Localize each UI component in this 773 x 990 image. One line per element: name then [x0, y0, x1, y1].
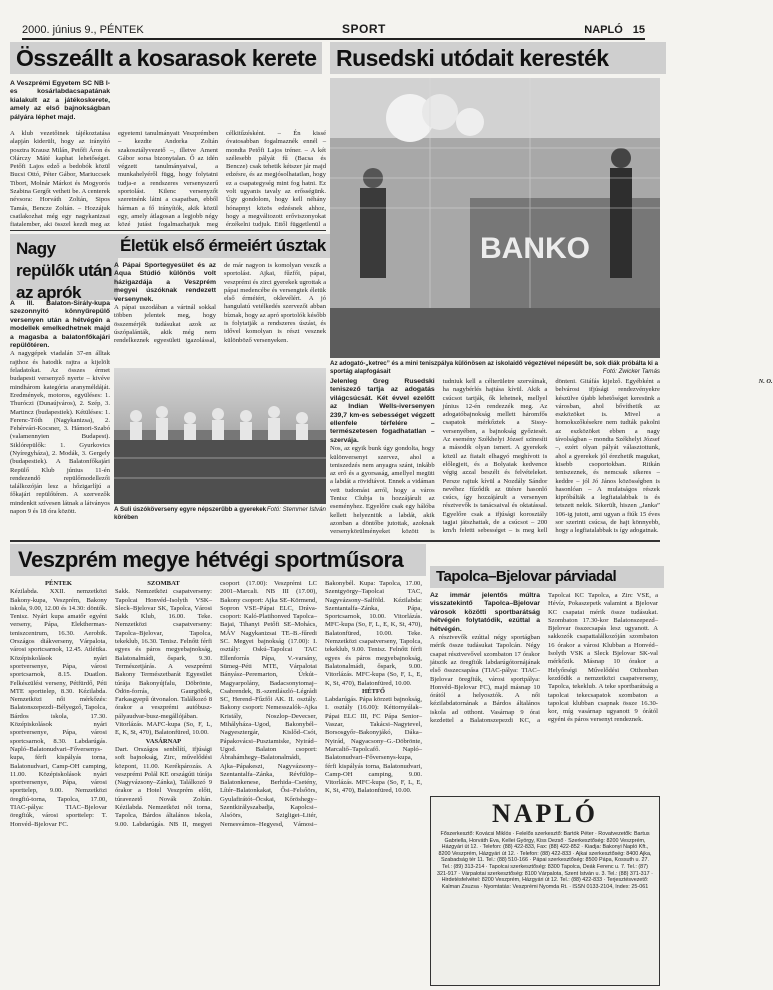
program-pentek: Kézilabda. XXII. nemzetközi Bakony-kupa, Veszprém, Bakony iskola, 9.00, 12.00 és 14.30: döntők. Tenisz. Nyári kupa amatőr egyéni verseny, Pápa, Elekthermax-teniszcentrum, 16.30. Aerobik. Országos diákverseny, Várpalota, városi sportcsarnok, 12.45. Atlétika. Középiskolások nyári sportversenye, Pápa, városi sportcsarnok, 8.15. Duatlon. Felkészülési verseny, Pétfürdő, Péti MTE sporttelep, 8.30. Kézilabda. Nemzetközi női mérkőzés: Balatonszepezdi–Bélyegző, Tapolca, Bárdos iskola, 17.30. Középiskolások nyári sportversenye, Pápa, városi sportcsarnok, 8.30. Labdarúgás. Napló–Balatonudvari–Főversenys-kupa, férfi kispályás torna, Balatonudvari, Camp-OH camping, 11.00. Középiskolások nyári sportversenye, Pápa, városi sporttelep, 9.00. Nemzetközi öregfiú-torna, Tapolca, 17.00, TIAC-pálya: TIAC–Bjelovar öregfiúk, városi sporttelep: T. Honvéd–Bjelovar FC. [10, 588, 108, 828]
photo-swimming-illustration [114, 368, 326, 504]
program-vasarnap: Dart. Országos senbílítí, ifjúsági soft bajnokság, Zirc, művelődési központ, 11.00. Kerékpározás. A veszprémi Polál KE országúti túrája (Nagyvázsony–Zánka), Találkozó 9 órakor a Hotel Veszprém előtt, túravezető Novák Zoltán. Kézilabda. Nemzetközi női torna, Tapolca, Bárdos általános iskola, 9.00. Labdarúgás. NB II, megyei csoport (17.00): Veszprémi LC 2001–Marcali. NB III (17.00), Bakony csoport: Ajka SE–Körmend, Sopron VSE–Pápai ELC, Dráva-csoport: Kaló-Platihonved Tapolca–Bajai, Tihanyi Petőfi SE–Mohács, MÁV Nagykanizsai TE–B.-fűredi SC. Megyei bajnokság (17.00): I. osztály: Oskú–Tapolcai TAC Ellenforrás Pápa, V.-varsány, Sümeg–Péti MTE, Várpalotai Bányász–Peremarton, Úrkút–Magyarpolány, Badacsonytomaj–Csabrendek, B.-szentlászló–Légrádi SC, Herend–Fűzfői AK. II. osztály. Bakony csoport: Nemesszalók–Ajka Kristály, Noszlop–Devecser, Mihályháza–Ugod, Bakonybél–Nagyesztergár, Kislőd–Csót, Pápakovácsi–Pusztamiske, Nyirád–Ugod. Balaton csoport: Ábrahámhegy–Balatonalmádi, Ajka–Pápakeszi, Nagyvázsony–Szentantalfa–Zánka, Révfülöp–Balatonkenese, Berhida–Csetény, Lítér–Balatonkakat, Ősi–Felsőörs, Gyulafirátót–Öcskai, Kőröshegy–Szentkirályszabadja, Kapolcsi–Alsóörs, Szigliget–Litér, Nemesvámos–Hegyesd, Vámosi–Bakonybél. [115, 580, 356, 828]
caption-swimming-text: A Suli úszóköverseny egyre népszerűbb a gyerekek körében [114, 506, 267, 521]
body-eletuk: A pápai uszodában a vártnál sokkal többen jelentek meg, hogy összemérjék tudásukat azok az úszópalánták, akik még nem rendelkeznek egyesületi igazolással, de már nagyon is komolyan veszik a sportolást. Ajkai, fűzfői, pápai, veszprémi és zirci gyerekek ugrottak a pápai medencébe és versengtek életük első érméiért, oklevélért. A jó hangulatú vetélkedés szervezői abban bíznak, hogy az apró sportolók később is folytatják a rendszeres úszást, és idővel komolyan is részt vesznek különböző versenyeken. [114, 262, 326, 345]
credit-tennis: Fotó: Zwicker Tamás [602, 367, 660, 375]
headline-nagy-repulok: Nagy repülők után az aprók [10, 234, 118, 300]
article-kosarasok-body [10, 130, 326, 230]
section-divider [10, 540, 660, 542]
issue-date: 2000. június 9., PÉNTEK [22, 24, 144, 36]
naplo-logo: NAPLÓ [492, 799, 598, 828]
body-rusedski: Nos, az egyik bunk úgy gondolta, hogy különversenyt szervez, ahol a teniszedzés nem anyagra szánt, inkább az erő és a gyorsaság, amellyel megüti a labdát a rövidtávot. Ennek a vidáman vett tudomást arról, hogy a város Tenisz Clubja is hozzájárult az eseményhez. Egyelőre csak egy hálóba kellett helyezniük a labdát, akik azonban a döntőbe jutottak, azoknak versenykörülményeket között is tudniuk kell a célterületre szerváinak, ha nagybérlés hajtása kívül. Akik a csúcsot tartják, ők lehetnek, mellyel június 12-én rendezzék meg. Az adogatóbajnokság mellett háromfős csapatok mérkőztek a Sissy-versenyében, a bajnokság győztesét. Az esemény Székhelyi József szinesíti a második olyan ismert. A gyerekek közül az fiatalt elhagyó meghívott is előlegjeit, és a Bolyaiak kedvence végig azzal beszélt és felvételeket. Persze rajtuk kívül a Nozdály Sándor nevéhez fűződik az ütésre hasonló csúcs, így hozzájárult a versenyen résztvevők is tanácsaival és oktatással. Egyelőre csak a ifjúsági korosztály tagjai játszhattak, de a csúcsot – 200 km/h feletti sebességet – is meg kell dönteni. Gitáfás kijelző. Egyébként a belvárosi ifjúsági rendezvényekre készülve újabb lehetőséget keresünk a városban, ahol bővíthetik az eszközöket is. Mivel a homokszőkésekre nem tudták pakolni az eszközöket ebben a nagy távolságban – mondta Székhelyi József –, ezért olyan pályát választottunk, ahol a gyerekek jól érezhetik magukat, kisebb csoportokban. Ritkán teniszeznek, és nemcsak sikeres – keddre – jól Jó János közösségben is hasonlóan – A mulatságos részek kipróbálták a legfiatalabbak is és tetszett nekik. Sikerült, hiszen „Janka” 106-ig jutott, ami ugyan a fiúk 15 éves sor szerinti csúcsa, de hajt könnyebb, hogy a legfiatalabbak is így adogatnak. [330, 378, 660, 536]
article-nagy-repulok [10, 300, 110, 530]
day-hetfo: HÉTFŐ [361, 687, 386, 695]
program-vasarnap-cont: Kupa: Tapolca, 17.00, Szentgyörgy–Tapolcai TAC, Nagyvázsony–Salföld. Kézilabda: Szentantalfa–Zánka, Pápa, Sportcsarnok, 10.00. Vitorlázás. MFC-kupa (So, F, L, E, K, St, 470), Balatonfüred, 10.00. Teke. Nemzetközi csapatverseny, Tapolca, tekeklub, 9.00. Tenisz. Felnőtt férfi egyes és páros megyebajnokság, Balatonalmádi, őspark, 9.00. Vitorlázás. MFC-kupa (So, F, L, E, K, St, 470), Balatonfüred, 10.00. [325, 580, 422, 687]
article-rusedski [330, 378, 773, 538]
section-name: SPORT [342, 22, 386, 36]
caption-tennis [330, 360, 660, 375]
lead-kosarasok: A Veszprémi Egyetem SC NB I-es kosárlabdacsapatának kialakult az a játékoskerete, amely az első bajnokságban pályára léphet majd. [10, 80, 110, 121]
day-szombat: SZOMBAT [147, 580, 180, 587]
masthead-text: Főszerkesztő: Kovácsi Miklós · Felelős szerkesztő: Bartók Péter · Rovatvezetők: Bartus Gabriella, Horváth Eva, Kellei György, Kiss Dezső · Szerkesztőség: 8200 Veszprém, Házgyári út 12. · Telefon: (88) 422-833, Fax: (88) 422-852 · Kiadja: Bakonyi Napló Kft., 8200 Veszprém, Házgyári út 12. · Telefon: (88) 422-833 · Ajkai szerkesztőség: 8400 Ajka, Szabadság tér 11. Tel.: (88) 510-166 · Pápai szerkesztőség: 8500 Pápa, Kossuth u. 27. Tel.: (89) 313-214 · Tapolcai szerkesztőség: 8300 Tapolca, Deák Ferenc u. 7. Tel.: (87) 321-917 · Várpalotai szerkesztőség: 8100 Várpalota, Szent István u. 3. Tel.: (88) 371-317 · Hirdetésfelvétel: 8200 Veszprém, Házgyári út 12. Tel.: (88) 422-833 · Terjesztésvezető: Kalman Zsuzsa · Nyomtatás: Veszprémi Nyomda Rt. · ISSN 0133-2104, Index: 25-061 [437, 831, 653, 890]
photo-tennis-illustration [330, 78, 660, 358]
credit-swimming: Fotó: Stemmer István [266, 506, 326, 513]
body-kosarasok: A klub vezetőinek tájékoztatása alapján kiderült, hogy az irányító posztra Krausz Milán, Petőfi Áron és Olárczy Máté kaphat lehetőséget. Petőfi Lajos edző a bedobók közül Bucsi Ottó, Péter Gábor, Mariuccsek Tibort, Molnár Márkot és Mogyorós Szabina Gergőt vetheti be. A centerek névsora: Horváth Zoltán, Sipos Tamás, Bencze Zoltán. – Hozzájuk csatlakozhat még egy nagykanizsai fiatalember, aki összel kezdi meg az egyetemi tanulmányait Veszprémben – kezdte Andorka Zoltán szakosztályvezető –, illetve Ament Gábor sorsa bizonytalan. Ő az idén végzett tanulmányaival, a munkahelyéről függ, hogy folytatni tudja-e a rendszeres versenyszerű sportolást. Kilenc versenyzőt szeretnénk látni a csapatban, ebből hárman a fő irányítók, akik közül egy, amely átlagosan a legjobb négy közé jutást fogalmazhatjuk meg célkitűzésként. – Én kissé óvatosabban fogalmaznék ennél – mondta Petőfi Lajos tréner. – A két szélesebb pályát fű (Bacsa és Bencze) csak tehetik kétszer jár majd edzésre, és az megjósolhatatlan, hogy ez a csapategység mint fog hatni. Ez volt ugyanis tavaly az erősségünk. Úgy gondolom, hogy kell néhány hónapnyi közös edzésnek ahhoz, hogy a megváltozott erőviszonyokat érzékelni tudjuk. Ettől függetlenül a [10, 130, 326, 229]
headline-kosarasok: Összeállt a kosarasok kerete [10, 42, 322, 74]
divider-rule [10, 230, 326, 231]
body-tapolca: A résztvevők ezúttal négy sportágban mérik össze tudásukat Tapolcán. Négy csapat résztvevővel szombaton 17 órakor játszik az öregfiúk labdarúgótornájának első összecsapása (TIAC-pálya: TIAC–Bjelovar öregfiúk, városi sportpálya: Honvéd–Bjelovar FC), majd másnap 10 órától a helyosztók. A női kézilabdatornának a Bárdos általános iskola ad otthont. Vasárnap 9 órai kezdettel a Balatonszepezdi KC, a Tapolcai KC Tapolca, a Zirc VSE, a Hévíz, Pokaszepetk valamint a Bjelovar KC csapatai mérik össze tudásukat. Szombaton 17.30-kor Balatonszepezd–Bjelovar összecsapás lesz ugyanott. A sakkozók csapattalálkozóján szombaton 16 órakor a városi Klubban a Honvéd–Isolyth VSK a Sleck Bjelovar SK-val mérkőzik. Másnap 10 órakor a Helyőrségi Művelődési Otthonban kezdődik a nemzetközi csapatverseny, Tapolca, tekeklub. A teke sportbarátság a tapolcai tekecsapatok szombaton a tapolcai klubban csapnak össze 16.30-kor, míg vasárnap ugyanott 9 órától egyéni és páros versenyt rendeznek. [430, 592, 658, 724]
article-tapolca [430, 592, 658, 792]
program-hetfo: Labdarúgás. Pápa körzeti bajnokság, I. osztály (16.00): Kéttornyúlak–Pápai ELC III, FC Pápa Senior–Vaszar, Takácsi–Nagytevel, Borsosgyőr–Bakonyjákó, Dáka–Nyirád, Nagyacsony–G.-Döbrönte, Marcaltő–Tapolcafő. Napló–Balatonudvari–Főversenys-kupa, férfi kispályás torna, Balatonudvari, Camp-OH camping, 9.00. Vitorlázás. MFC-kupa (So, F, L, E, K, St, 470), Balatonfüred, 10.00. [325, 696, 422, 795]
lead-tapolca: Az immár jelentős múltra visszatekintő Tapolca–Bjelovar városok közötti sportbarátság hétvégén folytatódik, ezúttal a hétvégén. [430, 592, 540, 633]
day-vasarnap: VASÁRNAP [145, 737, 182, 745]
paper-name: NAPLÓ [584, 24, 623, 36]
lead-nagy-repulok: A III. Balaton-Sirály-kupa szezonnyitó könnyűrepülő versenyen után a hétvégén a modellek emelkedhetnek majd a magasba a balatonfőkajári repülőtéren. [10, 300, 110, 350]
lead-eletuk: A Pápai Sportegyesület és az Aqua Stúdió különös volt házigazdája a Veszprém megyei úszóknak rendezett versenynek. [114, 262, 216, 303]
caption-swimming [114, 506, 326, 521]
headline-sportmusor: Veszprém megye hétvégi sportműsora [10, 544, 426, 576]
headline-eletuk: Életük első érmeiért úsztak [114, 234, 330, 258]
program-szombat: Sakk. Nemzetközi csapatverseny: Tapolcai Honvéd–Isolyth VSK–Sleck–Bjelovar SK, Tapolca, Városi Sakk Klub, 16.00. Teke. Nemzetközi csapatverseny: Tapolca–Bjelovar, Tapolca, tekeklub, 16.30. Tenisz. Felnőtt férfi egyes és páros megyebajnokság, Balatonalmádi, őspark, 9.30. Természetjárás. A veszprémi Bakony Természetbarát Egyesület túrája Bakonyújfalu, Döbrönte, Ödön-forrás, Gaurgöbök, Farkasgyepű útvonalon. Találkozó 8 órakor a veszprémi autóbusz-pályaudvar-busz-megállójában. Vitorlázás. MAFC-kupa (So, F, L, E, K, St, 470), Balatonfüred, 10.00. [115, 588, 212, 737]
page-number: 15 [632, 24, 645, 36]
masthead-box [430, 796, 660, 986]
article-sportmusor [10, 580, 422, 984]
body-nagy-repulok: A nagygépek viadalán 37-en álltak rajthoz és hatodik rajtra a kijelölt feladatokat. Az összes érmet budapesti versenyző nyerte – kivéve mindhárom kategória aranyméldáját. Eredmények, motoros, együléses: 1. Thuróczi (Dunaújváros), 2. Szép, 3. Martincz (budapestiek). Kétüléses: 1. Ferenc-Tóth (Nagykanizsa), 2. Fehérvári-Kocsner, 3. Hámori-Szabó (valamennyien Budapest). Siklórepülők: 1. Gyurkovics (Nyíregyháza), 2. Modák, 3. Gergely (budapestiek). A Balatonfőkajári Repülő Klub június 11-én rendezendő repülőmodellezői találkozóján lesz a hőzigarlíjú a főkajári repülőtéren. A szervezők mindenkit szívesen látnak a látványos napon 9 és 18 óra között. [10, 350, 110, 516]
lead-rusedski: Jelenleg Greg Rusedski teniszező tartja az adogatás világcsúcsát. Két évvel ezelőtt az Indian Wells-iversenyen 239,7 km-es sebességet végzett ellenfele térfelére – természetesen fogadhatatlan – szervája. [330, 378, 435, 444]
header-right [584, 24, 645, 36]
signature-rusedski: N. O. [758, 378, 773, 385]
article-eletuk [114, 262, 326, 366]
photo-swimming-children [114, 368, 326, 504]
day-pentek: PÉNTEK [44, 580, 73, 587]
headline-rusedski: Rusedski utódait keresték [330, 42, 666, 74]
running-header [22, 14, 645, 40]
caption-tennis-text: Az adogató-„ketrec” és a mini teniszpálya különösen az iskolaidő végeztével népesült be, sok diák próbálta ki a sportág alapfogásait [330, 360, 659, 375]
svg-text:BANKO: BANKO [480, 232, 590, 265]
headline-tapolca: Tapolca–Bjelovar párviadal [430, 566, 664, 588]
photo-tennis-cage [330, 78, 660, 358]
